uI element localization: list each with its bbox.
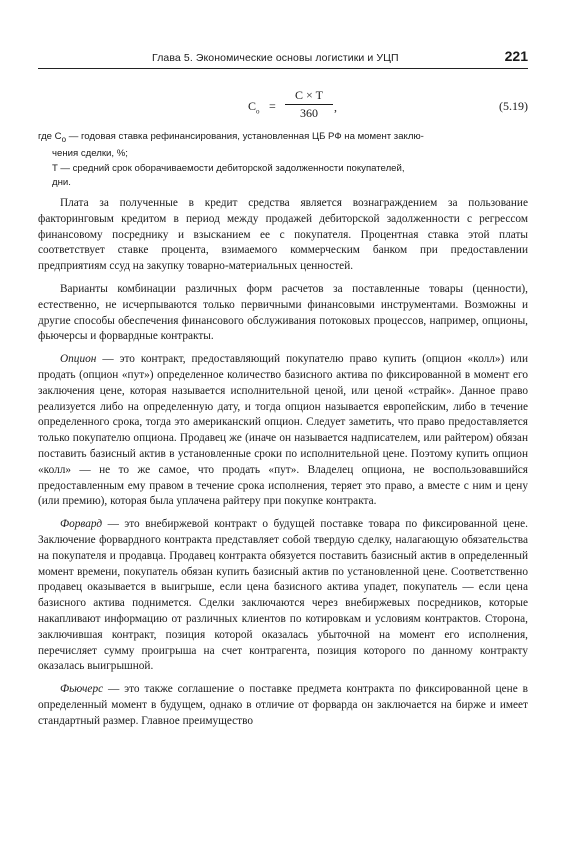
paragraph-factoring-fee: Плата за полученные в кредит средства является вознаграждением за пользование факторинговым кредитом в период между продажей дебиторской задолженности с регрессом финансовому посреднику и взысканием ее с покупателя. Процентная ставка этой платы соответствует ставке процента, взимаемого коммерческим банком при предоставлении предприятиям ссуд на закупку товарно-материальных ценностей. [38,197,528,273]
legend-line-c: где $C_o$ — годовая ставка рефинансирования, установленная ЦБ РФ на момент заклю- [38,131,424,144]
paragraph-settlement-variants: Варианты комбинации различных форм расчетов за поставленные товары (ценности), естественно, не исчерпываются только первичными финансовыми инструментами. Возможны и другие способы обеспечения финансового обслуживания потоковых процессов, например, опционы, фьючерсы и форвардные контракты. [38,282,528,343]
formula-numerator: C × T [285,88,333,105]
term-option: Опцион [60,353,97,366]
formula-fraction [285,88,333,121]
paragraph-forward: Форвард — это внебиржевой контракт о будущей поставке товара по фиксированной цене. Заключение форвардного контракта представляет собой твердую сделку, налагающую обязательства на покупателя и продавца. Продавец контракта обязуется поставить базисный актив в определенный момент времени, покупатель обязан купить базисный актив по установленной цене. Соответственно продавец оказывается в выигрыше, если цена базисного актива упадет, покупатель — если цена базисного актива поднимется. Сделки заключаются через внебиржевых посредников, которые накапливают информацию от различных клиентов по котировкам и условиям контрактов. Сторона, заключившая контракт, позиция которой оказалась убыточной на момент его исполнения, перечисляет сумму проигрыша на счет контрагента, позиция которого по данному контракту оказалась выигрышной. [38,518,528,673]
chapter-title: Глава 5. Экономические основы логистики и УЦП [152,52,399,64]
term-futures: Фьючерс [60,683,104,696]
paragraph-option: Опцион — это контракт, предоставляющий покупателю право купить (опцион «колл») или продать (опцион «пут») определенное количество базисного актива по фиксированной в момент его заключения цене, которая называется исполнительной ценой, или ценой «страйк». Данное право реализуется либо на определенную дату, и тогда опцион называется европейским, либо в течение определенного срока, тогда это американский опцион. Следует заметить, что право предоставляется только покупателю опциона. Продавец же (иначе он называется надписателем, или райтером) обязан поставить базисный актив в установленные сроки по исполнительной цене. Поэтому купить опцион «колл» — не то же самое, что продать «пут». Владелец опциона, не воспользовавшийся предоставленным ему правом в течение срока исполнения, теряет это право, а вместе с ним и цену (или премию), которая была уплачена райтеру при покупке контракта. [38,353,528,508]
term-forward: Форвард [60,518,103,531]
formula-lhs: $C_o$ [248,99,260,116]
body-text [38,196,528,730]
page-number: 221 [504,48,528,64]
legend-line-t-cont: дни. [52,177,71,189]
legend-line-c-cont: чения сделки, %; [52,148,128,160]
legend-line-t: T — средний срок оборачиваемости дебиторской задолженности покупателей, [52,162,405,174]
formula-number: (5.19) [499,99,528,113]
formula-legend [38,130,528,191]
formula-denominator: 360 [300,106,318,120]
formula-comma: , [334,100,337,114]
formula-equals: = [269,99,276,113]
running-header [38,48,528,69]
paragraph-futures: Фьючерс — это также соглашение о поставке предмета контракта по фиксированной цене в определенный момент в будущем, однако в отличие от форварда он заключается на бирже и имеет стандартный размер. Главное преимущество [38,683,528,727]
formula-5-19 [38,88,528,128]
